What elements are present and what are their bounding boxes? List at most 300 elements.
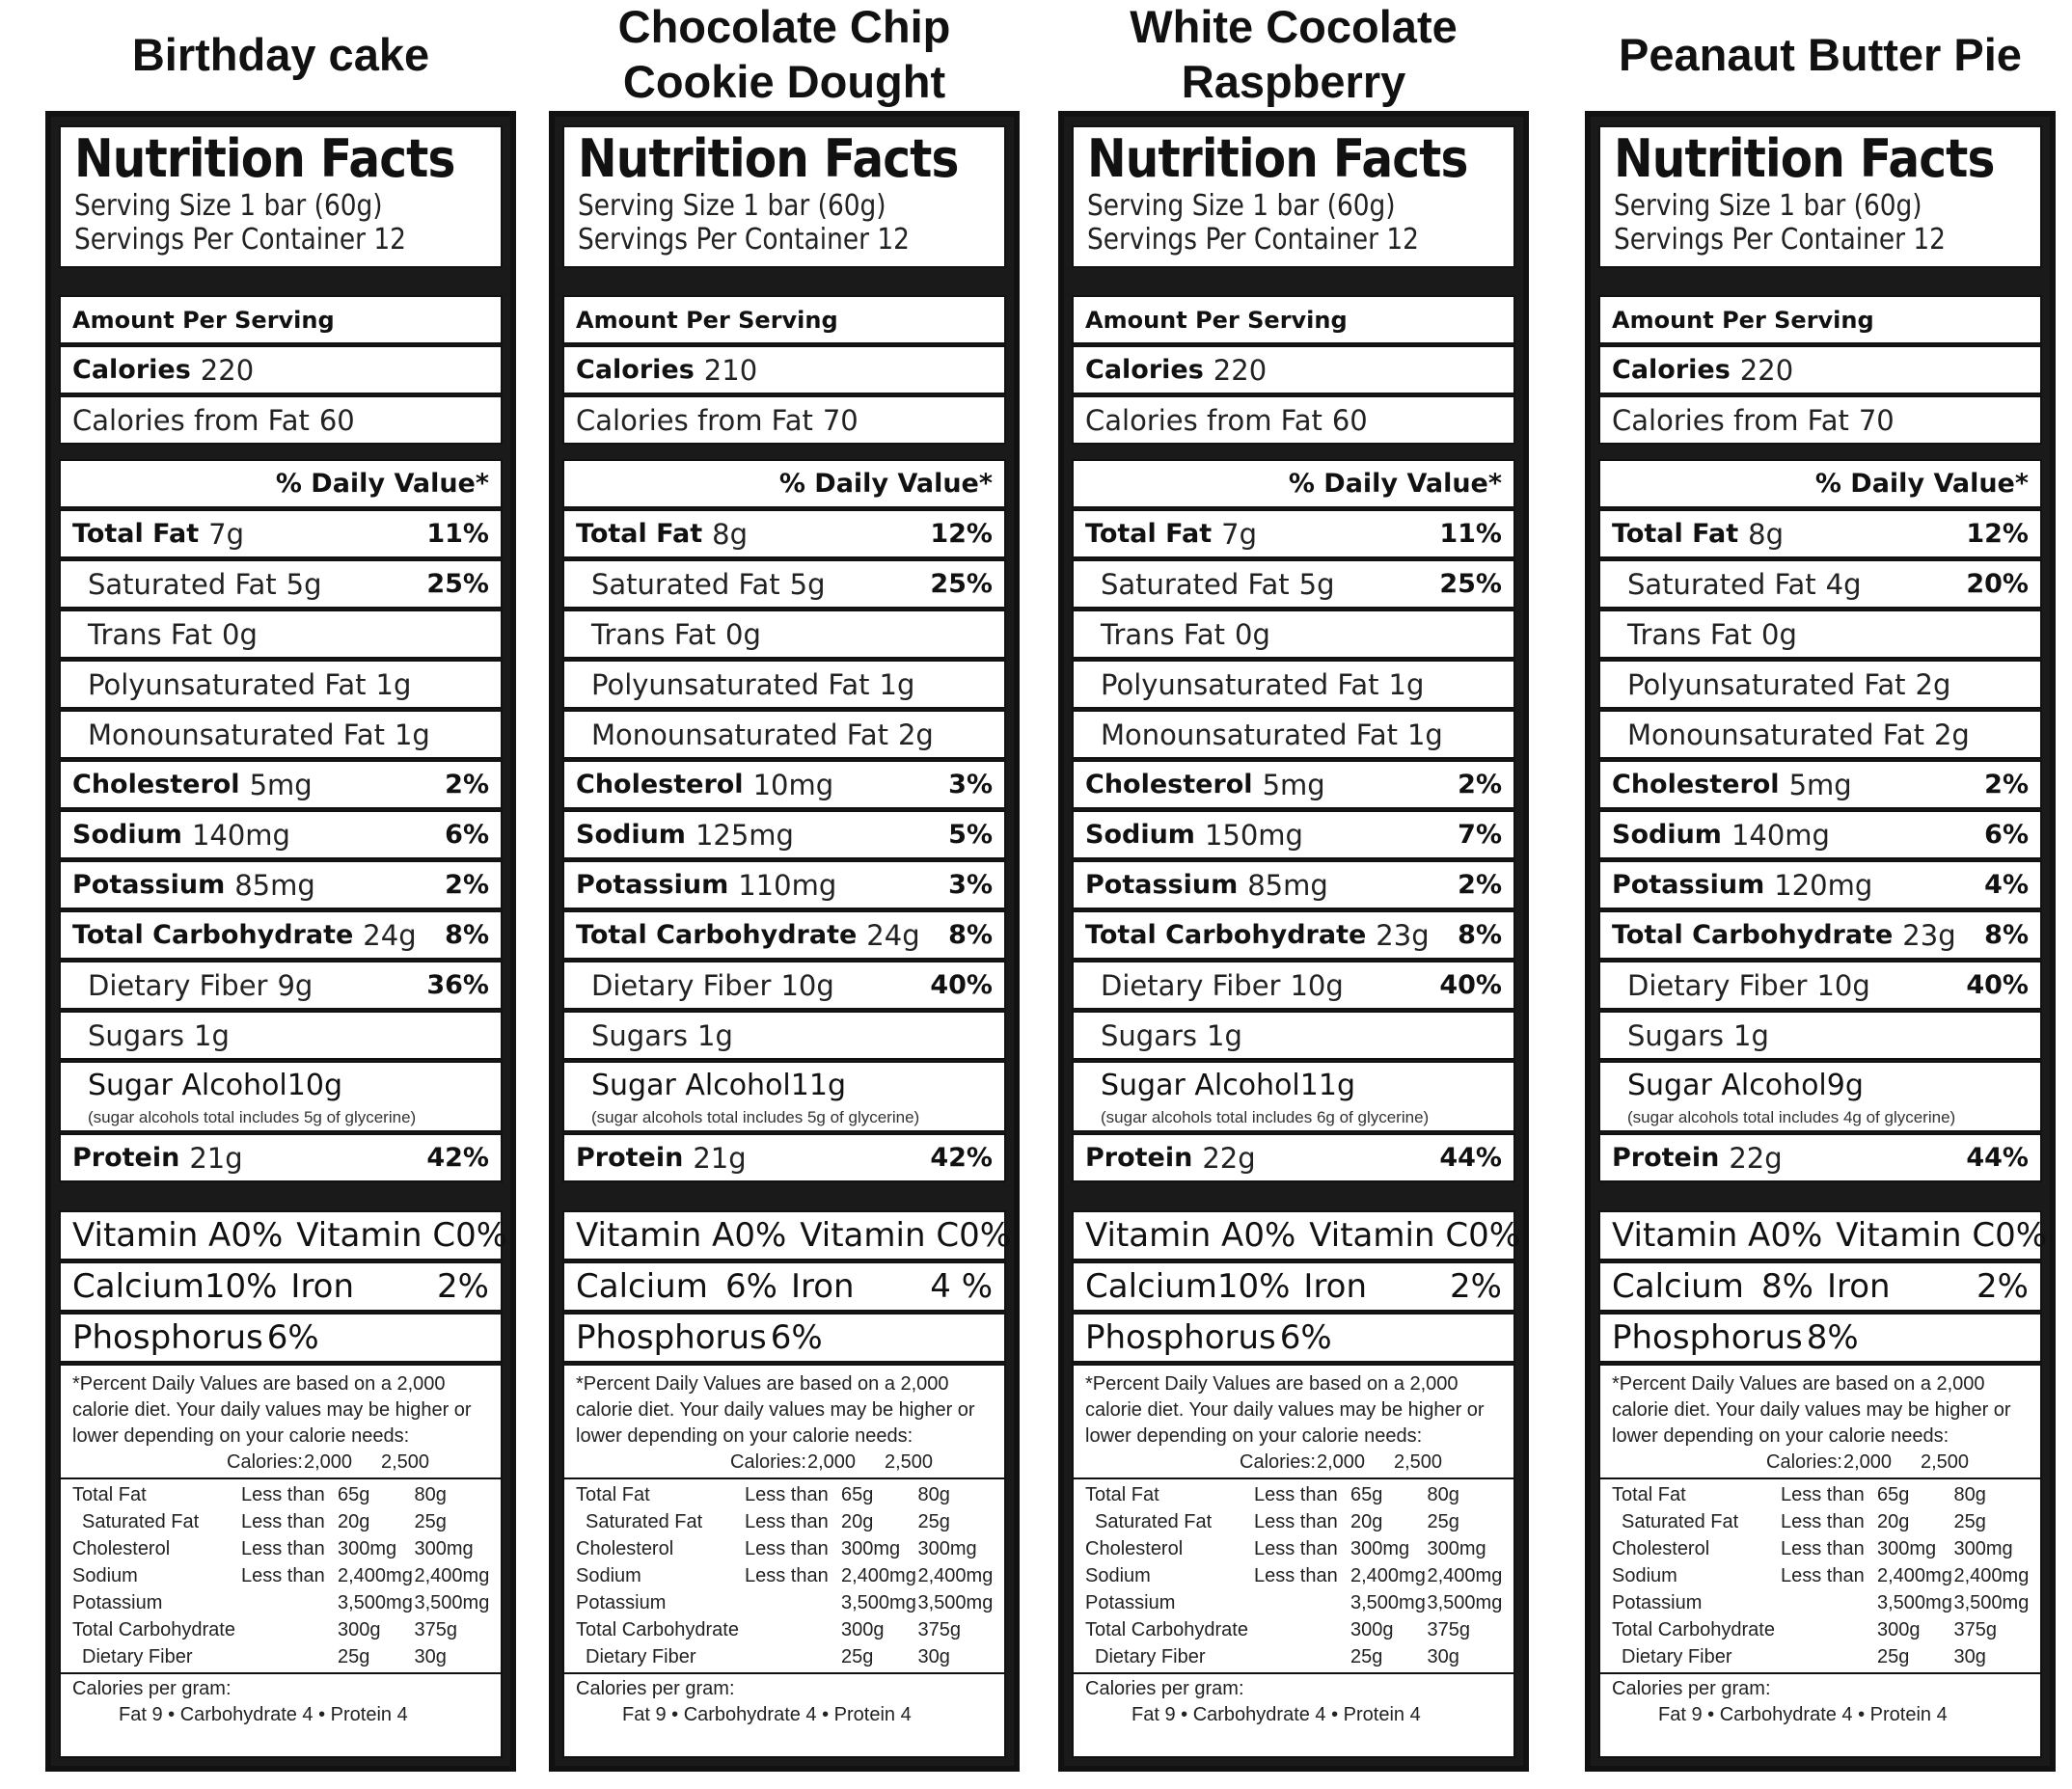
calories-row xyxy=(562,345,1006,394)
calories-from-fat-label: Calories from Fat xyxy=(1085,403,1322,437)
total-fat-amount: 8g xyxy=(1748,517,1785,551)
total-carbohydrate-label: Total Carbohydrate xyxy=(1612,920,1894,950)
footnote-rule xyxy=(1074,1477,1513,1479)
trans-fat-row xyxy=(1598,610,2042,659)
thick-divider xyxy=(59,1183,503,1210)
calories-2500-label: 2,500 xyxy=(1394,1451,1443,1473)
monounsaturated-fat-row xyxy=(59,710,503,759)
vitamins-row xyxy=(59,1210,508,1260)
medium-divider xyxy=(1072,446,1515,459)
medium-divider xyxy=(59,446,503,459)
daily-values-cell-v2: 2,400mg xyxy=(917,1565,994,1586)
protein-pct: 44% xyxy=(1439,1143,1502,1173)
sugar-alcohol-label: Sugar Alcohol xyxy=(1627,1069,1827,1102)
footnote-rule xyxy=(1600,1477,2040,1479)
calories-value: 220 xyxy=(200,353,255,387)
vitamin-a-pct: 0% xyxy=(231,1216,284,1255)
iron-pct: 4 % xyxy=(930,1267,993,1306)
daily-values-table xyxy=(576,1481,995,1670)
trans-fat-row xyxy=(1072,610,1515,659)
iron xyxy=(290,1267,489,1306)
daily-values-table xyxy=(1085,1481,1504,1670)
daily-values-cell-nutrient: Potassium xyxy=(1085,1592,1176,1613)
cholesterol-pct: 3% xyxy=(948,770,993,800)
minerals-row xyxy=(59,1261,503,1312)
daily-values-cell-v1: 300g xyxy=(1877,1619,1921,1640)
sodium-label: Sodium xyxy=(1085,820,1195,850)
cholesterol-amount: 5mg xyxy=(1788,768,1852,801)
monounsaturated-fat-amount: 1g xyxy=(394,718,430,751)
footnote-text: *Percent Daily Values are based on a 2,000 calorie diet. Your daily values may be higher or lower depending on your calorie needs: xyxy=(72,1373,472,1447)
daily-values-table-row xyxy=(1085,1562,1504,1589)
flavor-title: White Cocolate Raspberry xyxy=(1130,1,1458,107)
phosphorus-row xyxy=(562,1313,1006,1363)
daily-values-cell-nutrient: Dietary Fiber xyxy=(586,1646,696,1667)
daily-values-cell-v1: 300mg xyxy=(1350,1538,1410,1559)
vitamin-c xyxy=(1836,1216,2047,1255)
thick-divider xyxy=(1072,1183,1515,1210)
daily-values-cell-nutrient: Potassium xyxy=(576,1592,667,1613)
daily-values-cell-qual: Less than xyxy=(745,1565,829,1586)
saturated-fat-row xyxy=(1598,559,2042,609)
polyunsaturated-fat-amount: 1g xyxy=(375,667,412,701)
total-carbohydrate-pct: 8% xyxy=(445,920,489,950)
daily-values-cell-v1: 25g xyxy=(1350,1646,1383,1667)
daily-values-table-row xyxy=(1085,1535,1504,1562)
daily-values-cell-v2: 30g xyxy=(414,1646,447,1667)
protein-row xyxy=(59,1133,503,1182)
daily-values-cell-qual: Less than xyxy=(1254,1511,1338,1532)
nutrition-facts-label xyxy=(45,111,516,1772)
thick-divider xyxy=(1072,268,1515,295)
daily-values-cell-nutrient: Saturated Fat xyxy=(82,1511,200,1532)
phosphorus-pct: 6% xyxy=(266,1318,319,1357)
daily-values-cell-v2: 300mg xyxy=(917,1538,977,1559)
daily-values-table-row xyxy=(72,1508,491,1535)
daily-values-cell-v1: 2,400mg xyxy=(1350,1565,1426,1586)
servings-per-container: Servings Per Container 12 xyxy=(1614,223,1946,257)
monounsaturated-fat-row xyxy=(562,710,1006,759)
amount-per-serving xyxy=(1072,295,1515,344)
cholesterol-pct: 2% xyxy=(1458,770,1502,800)
daily-values-cell-qual: Less than xyxy=(745,1538,829,1559)
calories-value: 220 xyxy=(1213,353,1268,387)
total-carbohydrate-label: Total Carbohydrate xyxy=(72,920,354,950)
sugars-row xyxy=(59,1011,503,1060)
sodium-amount: 140mg xyxy=(1731,818,1830,852)
phosphorus-label: Phosphorus xyxy=(72,1318,263,1357)
daily-values-cell-v2: 3,500mg xyxy=(1953,1592,2030,1613)
potassium-pct: 4% xyxy=(1984,870,2029,900)
daily-values-cell-qual xyxy=(241,1589,338,1616)
total-carbohydrate-row xyxy=(1598,910,2042,960)
dietary-fiber-row xyxy=(1072,961,1515,1010)
footnote xyxy=(1072,1364,1515,1758)
vitamins-row xyxy=(1598,1210,2048,1260)
daily-values-table-row xyxy=(72,1535,491,1562)
sodium-pct: 7% xyxy=(1458,820,1502,850)
phosphorus-row xyxy=(1072,1313,1515,1363)
saturated-fat-pct: 25% xyxy=(1439,569,1502,599)
daily-values-cell-nutrient: Sodium xyxy=(1612,1565,1677,1586)
footnote-rule xyxy=(1600,1672,2040,1674)
sugar-alcohol-amount: 9g xyxy=(1826,1069,1864,1102)
saturated-fat-pct: 20% xyxy=(1966,569,2029,599)
calories-from-fat-label: Calories from Fat xyxy=(1612,403,1849,437)
vitamins-row xyxy=(562,1210,1012,1260)
daily-values-table-row xyxy=(576,1616,995,1643)
vitamin-c-label: Vitamin C xyxy=(1309,1216,1469,1255)
daily-values-cell-nutrient: Total Fat xyxy=(1085,1484,1159,1505)
phosphorus-label: Phosphorus xyxy=(576,1318,767,1357)
potassium-row xyxy=(59,860,503,909)
daily-values-cell-qual: Less than xyxy=(241,1484,325,1505)
footnote-text: *Percent Daily Values are based on a 2,000 calorie diet. Your daily values may be higher or lower depending on your calorie needs: xyxy=(1085,1373,1485,1447)
saturated-fat-amount: 5g xyxy=(1298,567,1335,601)
calories-per-gram-label: Calories per gram: xyxy=(576,1678,735,1699)
calories-from-fat-row xyxy=(562,395,1006,445)
serving-size: Serving Size 1 bar (60g) xyxy=(1614,189,1922,223)
saturated-fat-pct: 25% xyxy=(426,569,489,599)
daily-values-cell-v1: 65g xyxy=(1350,1484,1383,1505)
label-title: Nutrition Facts xyxy=(578,128,959,189)
daily-values-cell-qual xyxy=(745,1589,841,1616)
trans-fat-amount: 0g xyxy=(1761,617,1797,651)
cholesterol-label: Cholesterol xyxy=(1612,770,1780,800)
daily-values-table-row xyxy=(1612,1589,2031,1616)
daily-values-cell-nutrient: Dietary Fiber xyxy=(1622,1646,1732,1667)
protein-label: Protein xyxy=(1612,1143,1720,1173)
daily-values-table-row xyxy=(1612,1643,2031,1670)
calories-value: 210 xyxy=(703,353,758,387)
vitamin-a-pct: 0% xyxy=(734,1216,787,1255)
calories-per-gram-label: Calories per gram: xyxy=(1612,1678,1771,1699)
calcium xyxy=(1085,1267,1303,1306)
vitamin-c-pct: 0% xyxy=(1995,1216,2048,1255)
calcium xyxy=(576,1267,791,1306)
daily-values-cell-nutrient: Total Carbohydrate xyxy=(1085,1619,1248,1640)
vitamin-a-label: Vitamin A xyxy=(1085,1216,1244,1255)
total-carbohydrate-amount: 23g xyxy=(1902,918,1956,952)
sodium-pct: 6% xyxy=(445,820,489,850)
calcium-pct: 10% xyxy=(204,1267,278,1306)
polyunsaturated-fat-label: Polyunsaturated Fat xyxy=(591,667,870,701)
iron xyxy=(1303,1267,1502,1306)
total-fat-row xyxy=(1598,509,2042,558)
daily-values-table-row xyxy=(576,1643,995,1670)
daily-values-cell-qual xyxy=(1254,1616,1350,1643)
sugar-alcohol-row xyxy=(1072,1061,1515,1132)
potassium-pct: 2% xyxy=(445,870,489,900)
daily-values-cell-v1: 2,400mg xyxy=(338,1565,413,1586)
amount-per-serving-text: Amount Per Serving xyxy=(576,306,838,334)
calcium-label: Calcium xyxy=(1085,1267,1217,1306)
sugar-alcohol-note: (sugar alcohols total includes 6g of glycerine) xyxy=(1101,1108,1430,1126)
calories-label: Calories xyxy=(72,355,191,385)
dietary-fiber-row xyxy=(1598,961,2042,1010)
monounsaturated-fat-amount: 1g xyxy=(1406,718,1443,751)
daily-values-table-row xyxy=(1085,1616,1504,1643)
calcium xyxy=(72,1267,290,1306)
polyunsaturated-fat-label: Polyunsaturated Fat xyxy=(1627,667,1906,701)
dietary-fiber-amount: 10g xyxy=(1290,968,1344,1002)
daily-values-cell-nutrient: Cholesterol xyxy=(576,1538,674,1559)
serving-size: Serving Size 1 bar (60g) xyxy=(1087,189,1396,223)
daily-values-cell-v2: 300mg xyxy=(414,1538,474,1559)
servings-per-container: Servings Per Container 12 xyxy=(74,223,406,257)
footnote-rule xyxy=(564,1477,1004,1479)
thick-divider xyxy=(562,1183,1006,1210)
potassium-label: Potassium xyxy=(1085,870,1239,900)
vitamin-c-label: Vitamin C xyxy=(1836,1216,1996,1255)
sugar-alcohol-amount: 11g xyxy=(1299,1069,1355,1102)
daily-values-cell-nutrient: Dietary Fiber xyxy=(82,1646,193,1667)
total-fat-pct: 12% xyxy=(1966,519,2029,549)
calories-header-label: Calories: xyxy=(1766,1451,1842,1473)
sodium-amount: 125mg xyxy=(695,818,794,852)
daily-values-cell-v1: 25g xyxy=(841,1646,874,1667)
total-carbohydrate-amount: 24g xyxy=(866,918,920,952)
calories-2000-label: 2,000 xyxy=(1843,1451,1893,1473)
footnote xyxy=(59,1364,503,1758)
calories-from-fat-row xyxy=(1072,395,1515,445)
sugars-label: Sugars xyxy=(1101,1018,1197,1052)
calories-from-fat-value: 60 xyxy=(1331,403,1368,437)
dietary-fiber-row xyxy=(562,961,1006,1010)
daily-values-cell-v1: 65g xyxy=(338,1484,370,1505)
vitamin-c-pct: 0% xyxy=(455,1216,508,1255)
iron-label: Iron xyxy=(290,1267,355,1306)
label-header xyxy=(562,125,1006,268)
footnote-rule xyxy=(1074,1672,1513,1674)
daily-values-cell-v2: 25g xyxy=(1953,1511,1986,1532)
iron-pct: 2% xyxy=(1977,1267,2029,1306)
calories-from-fat-row xyxy=(1598,395,2042,445)
sugar-alcohol-note: (sugar alcohols total includes 4g of glycerine) xyxy=(1627,1108,1956,1126)
vitamin-a xyxy=(72,1216,296,1255)
sugar-alcohol-line xyxy=(88,1065,489,1107)
saturated-fat-label: Saturated Fat xyxy=(88,567,277,601)
dietary-fiber-label: Dietary Fiber xyxy=(1627,968,1808,1002)
daily-values-cell-v2: 3,500mg xyxy=(414,1592,490,1613)
total-fat-row xyxy=(1072,509,1515,558)
calories-per-gram-values: Fat 9 • Carbohydrate 4 • Protein 4 xyxy=(622,1704,912,1725)
dietary-fiber-label: Dietary Fiber xyxy=(1101,968,1281,1002)
daily-values-cell-v2: 375g xyxy=(1953,1619,1997,1640)
daily-values-cell-nutrient: Sodium xyxy=(1085,1565,1151,1586)
dietary-fiber-amount: 10g xyxy=(1816,968,1870,1002)
sugar-alcohol-amount: 11g xyxy=(790,1069,846,1102)
dietary-fiber-pct: 40% xyxy=(930,970,993,1000)
dietary-fiber-label: Dietary Fiber xyxy=(591,968,772,1002)
daily-values-cell-v2: 80g xyxy=(1427,1484,1459,1505)
sugar-alcohol-line xyxy=(1101,1065,1502,1107)
vitamin-a-label: Vitamin A xyxy=(576,1216,735,1255)
serving-size: Serving Size 1 bar (60g) xyxy=(578,189,886,223)
vitamin-a xyxy=(576,1216,800,1255)
potassium-amount: 85mg xyxy=(1247,868,1328,902)
total-carbohydrate-amount: 23g xyxy=(1376,918,1430,952)
phosphorus-row xyxy=(59,1313,503,1363)
protein-amount: 21g xyxy=(189,1141,243,1175)
daily-values-cell-v1: 3,500mg xyxy=(1350,1592,1426,1613)
trans-fat-row xyxy=(59,610,503,659)
total-fat-label: Total Fat xyxy=(72,519,200,549)
sugar-alcohol-line xyxy=(591,1065,993,1107)
daily-values-table-row xyxy=(1612,1562,2031,1589)
protein-pct: 42% xyxy=(426,1143,489,1173)
sodium-label: Sodium xyxy=(576,820,686,850)
daily-values-cell-nutrient: Potassium xyxy=(72,1592,163,1613)
sugar-alcohol-label: Sugar Alcohol xyxy=(88,1069,287,1102)
saturated-fat-amount: 5g xyxy=(286,567,322,601)
cholesterol-label: Cholesterol xyxy=(1085,770,1253,800)
dietary-fiber-pct: 40% xyxy=(1966,970,2029,1000)
daily-values-table-row xyxy=(72,1481,491,1508)
vitamin-a-label: Vitamin A xyxy=(1612,1216,1771,1255)
phosphorus-label: Phosphorus xyxy=(1085,1318,1276,1357)
daily-values-cell-v2: 80g xyxy=(414,1484,447,1505)
total-carbohydrate-amount: 24g xyxy=(363,918,417,952)
trans-fat-label: Trans Fat xyxy=(88,617,213,651)
flavor-title: Peanaut Butter Pie xyxy=(1619,28,2022,80)
iron-label: Iron xyxy=(791,1267,855,1306)
potassium-pct: 3% xyxy=(948,870,993,900)
saturated-fat-label: Saturated Fat xyxy=(591,567,780,601)
cholesterol-row xyxy=(1072,760,1515,809)
daily-values-cell-v2: 2,400mg xyxy=(414,1565,490,1586)
daily-values-cell-qual: Less than xyxy=(1781,1538,1865,1559)
potassium-row xyxy=(562,860,1006,909)
daily-values-cell-v2: 80g xyxy=(917,1484,950,1505)
iron-pct: 2% xyxy=(437,1267,489,1306)
sodium-label: Sodium xyxy=(1612,820,1722,850)
daily-values-cell-qual: Less than xyxy=(745,1484,829,1505)
daily-values-cell-qual: Less than xyxy=(1781,1511,1865,1532)
daily-values-cell-nutrient: Total Fat xyxy=(576,1484,650,1505)
label-header xyxy=(1072,125,1515,268)
calories-from-fat-label: Calories from Fat xyxy=(72,403,310,437)
flavor-column xyxy=(45,0,516,1725)
daily-values-table-row xyxy=(72,1643,491,1670)
calories-2000-label: 2,000 xyxy=(304,1451,353,1473)
protein-row xyxy=(562,1133,1006,1182)
calories-header-label: Calories: xyxy=(227,1451,303,1473)
sodium-row xyxy=(562,810,1006,859)
polyunsaturated-fat-row xyxy=(562,660,1006,709)
daily-values-table-row xyxy=(72,1616,491,1643)
polyunsaturated-fat-amount: 1g xyxy=(879,667,915,701)
calories-header-label: Calories: xyxy=(730,1451,806,1473)
phosphorus-pct: 8% xyxy=(1806,1318,1859,1357)
label-title: Nutrition Facts xyxy=(1087,128,1468,189)
polyunsaturated-fat-label: Polyunsaturated Fat xyxy=(88,667,367,701)
total-carbohydrate-pct: 8% xyxy=(1984,920,2029,950)
daily-values-cell-qual xyxy=(745,1616,841,1643)
footnote xyxy=(562,1364,1006,1758)
sugar-alcohol-row xyxy=(562,1061,1006,1132)
monounsaturated-fat-amount: 2g xyxy=(1933,718,1970,751)
daily-values-cell-nutrient: Cholesterol xyxy=(1085,1538,1184,1559)
calories-from-fat-value: 70 xyxy=(822,403,859,437)
cholesterol-pct: 2% xyxy=(1984,770,2029,800)
polyunsaturated-fat-amount: 2g xyxy=(1915,667,1951,701)
daily-values-cell-v1: 2,400mg xyxy=(1877,1565,1952,1586)
daily-values-cell-nutrient: Total Fat xyxy=(1612,1484,1686,1505)
monounsaturated-fat-label: Monounsaturated Fat xyxy=(591,718,888,751)
amount-per-serving-text: Amount Per Serving xyxy=(1612,306,1874,334)
protein-label: Protein xyxy=(72,1143,180,1173)
protein-pct: 44% xyxy=(1966,1143,2029,1173)
sugar-alcohol-label: Sugar Alcohol xyxy=(591,1069,791,1102)
saturated-fat-row xyxy=(562,559,1006,609)
calories-value: 220 xyxy=(1739,353,1794,387)
iron-pct: 2% xyxy=(1450,1267,1502,1306)
daily-values-table-row xyxy=(1085,1508,1504,1535)
calories-2000-label: 2,000 xyxy=(807,1451,857,1473)
calcium-label: Calcium xyxy=(1612,1267,1744,1306)
amount-per-serving xyxy=(59,295,503,344)
sugar-alcohol-row xyxy=(59,1061,503,1132)
calories-2500-label: 2,500 xyxy=(885,1451,934,1473)
daily-values-cell-qual xyxy=(241,1643,338,1670)
potassium-label: Potassium xyxy=(576,870,729,900)
medium-divider xyxy=(562,446,1006,459)
total-fat-label: Total Fat xyxy=(1612,519,1739,549)
trans-fat-amount: 0g xyxy=(1235,617,1270,651)
vitamin-c xyxy=(296,1216,507,1255)
daily-values-table-row xyxy=(576,1589,995,1616)
sodium-pct: 6% xyxy=(1984,820,2029,850)
calories-per-gram-label: Calories per gram: xyxy=(1085,1678,1244,1699)
polyunsaturated-fat-row xyxy=(1072,660,1515,709)
label-title: Nutrition Facts xyxy=(1614,128,1995,189)
sugar-alcohol-label: Sugar Alcohol xyxy=(1101,1069,1300,1102)
saturated-fat-pct: 25% xyxy=(930,569,993,599)
daily-values-table-row xyxy=(576,1562,995,1589)
footnote-rule xyxy=(61,1672,501,1674)
total-fat-pct: 11% xyxy=(426,519,489,549)
daily-values-table-row xyxy=(576,1535,995,1562)
thick-divider xyxy=(59,268,503,295)
daily-values-cell-qual: Less than xyxy=(241,1565,325,1586)
minerals-row xyxy=(1598,1261,2042,1312)
daily-values-cell-qual: Less than xyxy=(1254,1565,1338,1586)
footnote xyxy=(1598,1364,2042,1758)
nutrition-facts-label xyxy=(1585,111,2056,1772)
flavor-column xyxy=(1058,0,1529,1725)
calories-per-gram-values: Fat 9 • Carbohydrate 4 • Protein 4 xyxy=(1131,1704,1421,1725)
daily-values-table-row xyxy=(576,1508,995,1535)
total-carbohydrate-label: Total Carbohydrate xyxy=(1085,920,1367,950)
iron-label: Iron xyxy=(1303,1267,1368,1306)
daily-values-cell-v1: 300g xyxy=(1350,1619,1394,1640)
total-fat-amount: 7g xyxy=(1221,517,1258,551)
total-carbohydrate-row xyxy=(59,910,503,960)
daily-values-cell-v1: 300mg xyxy=(841,1538,901,1559)
daily-values-cell-v2: 3,500mg xyxy=(917,1592,994,1613)
footnote-calories-header xyxy=(576,1450,995,1476)
trans-fat-label: Trans Fat xyxy=(591,617,717,651)
protein-row xyxy=(1598,1133,2042,1182)
daily-values-table xyxy=(1612,1481,2031,1670)
sugars-label: Sugars xyxy=(88,1018,184,1052)
flavor-column xyxy=(549,0,1020,1725)
trans-fat-label: Trans Fat xyxy=(1627,617,1753,651)
potassium-label: Potassium xyxy=(72,870,226,900)
daily-values-cell-qual xyxy=(1781,1589,1877,1616)
daily-values-table-row xyxy=(576,1481,995,1508)
